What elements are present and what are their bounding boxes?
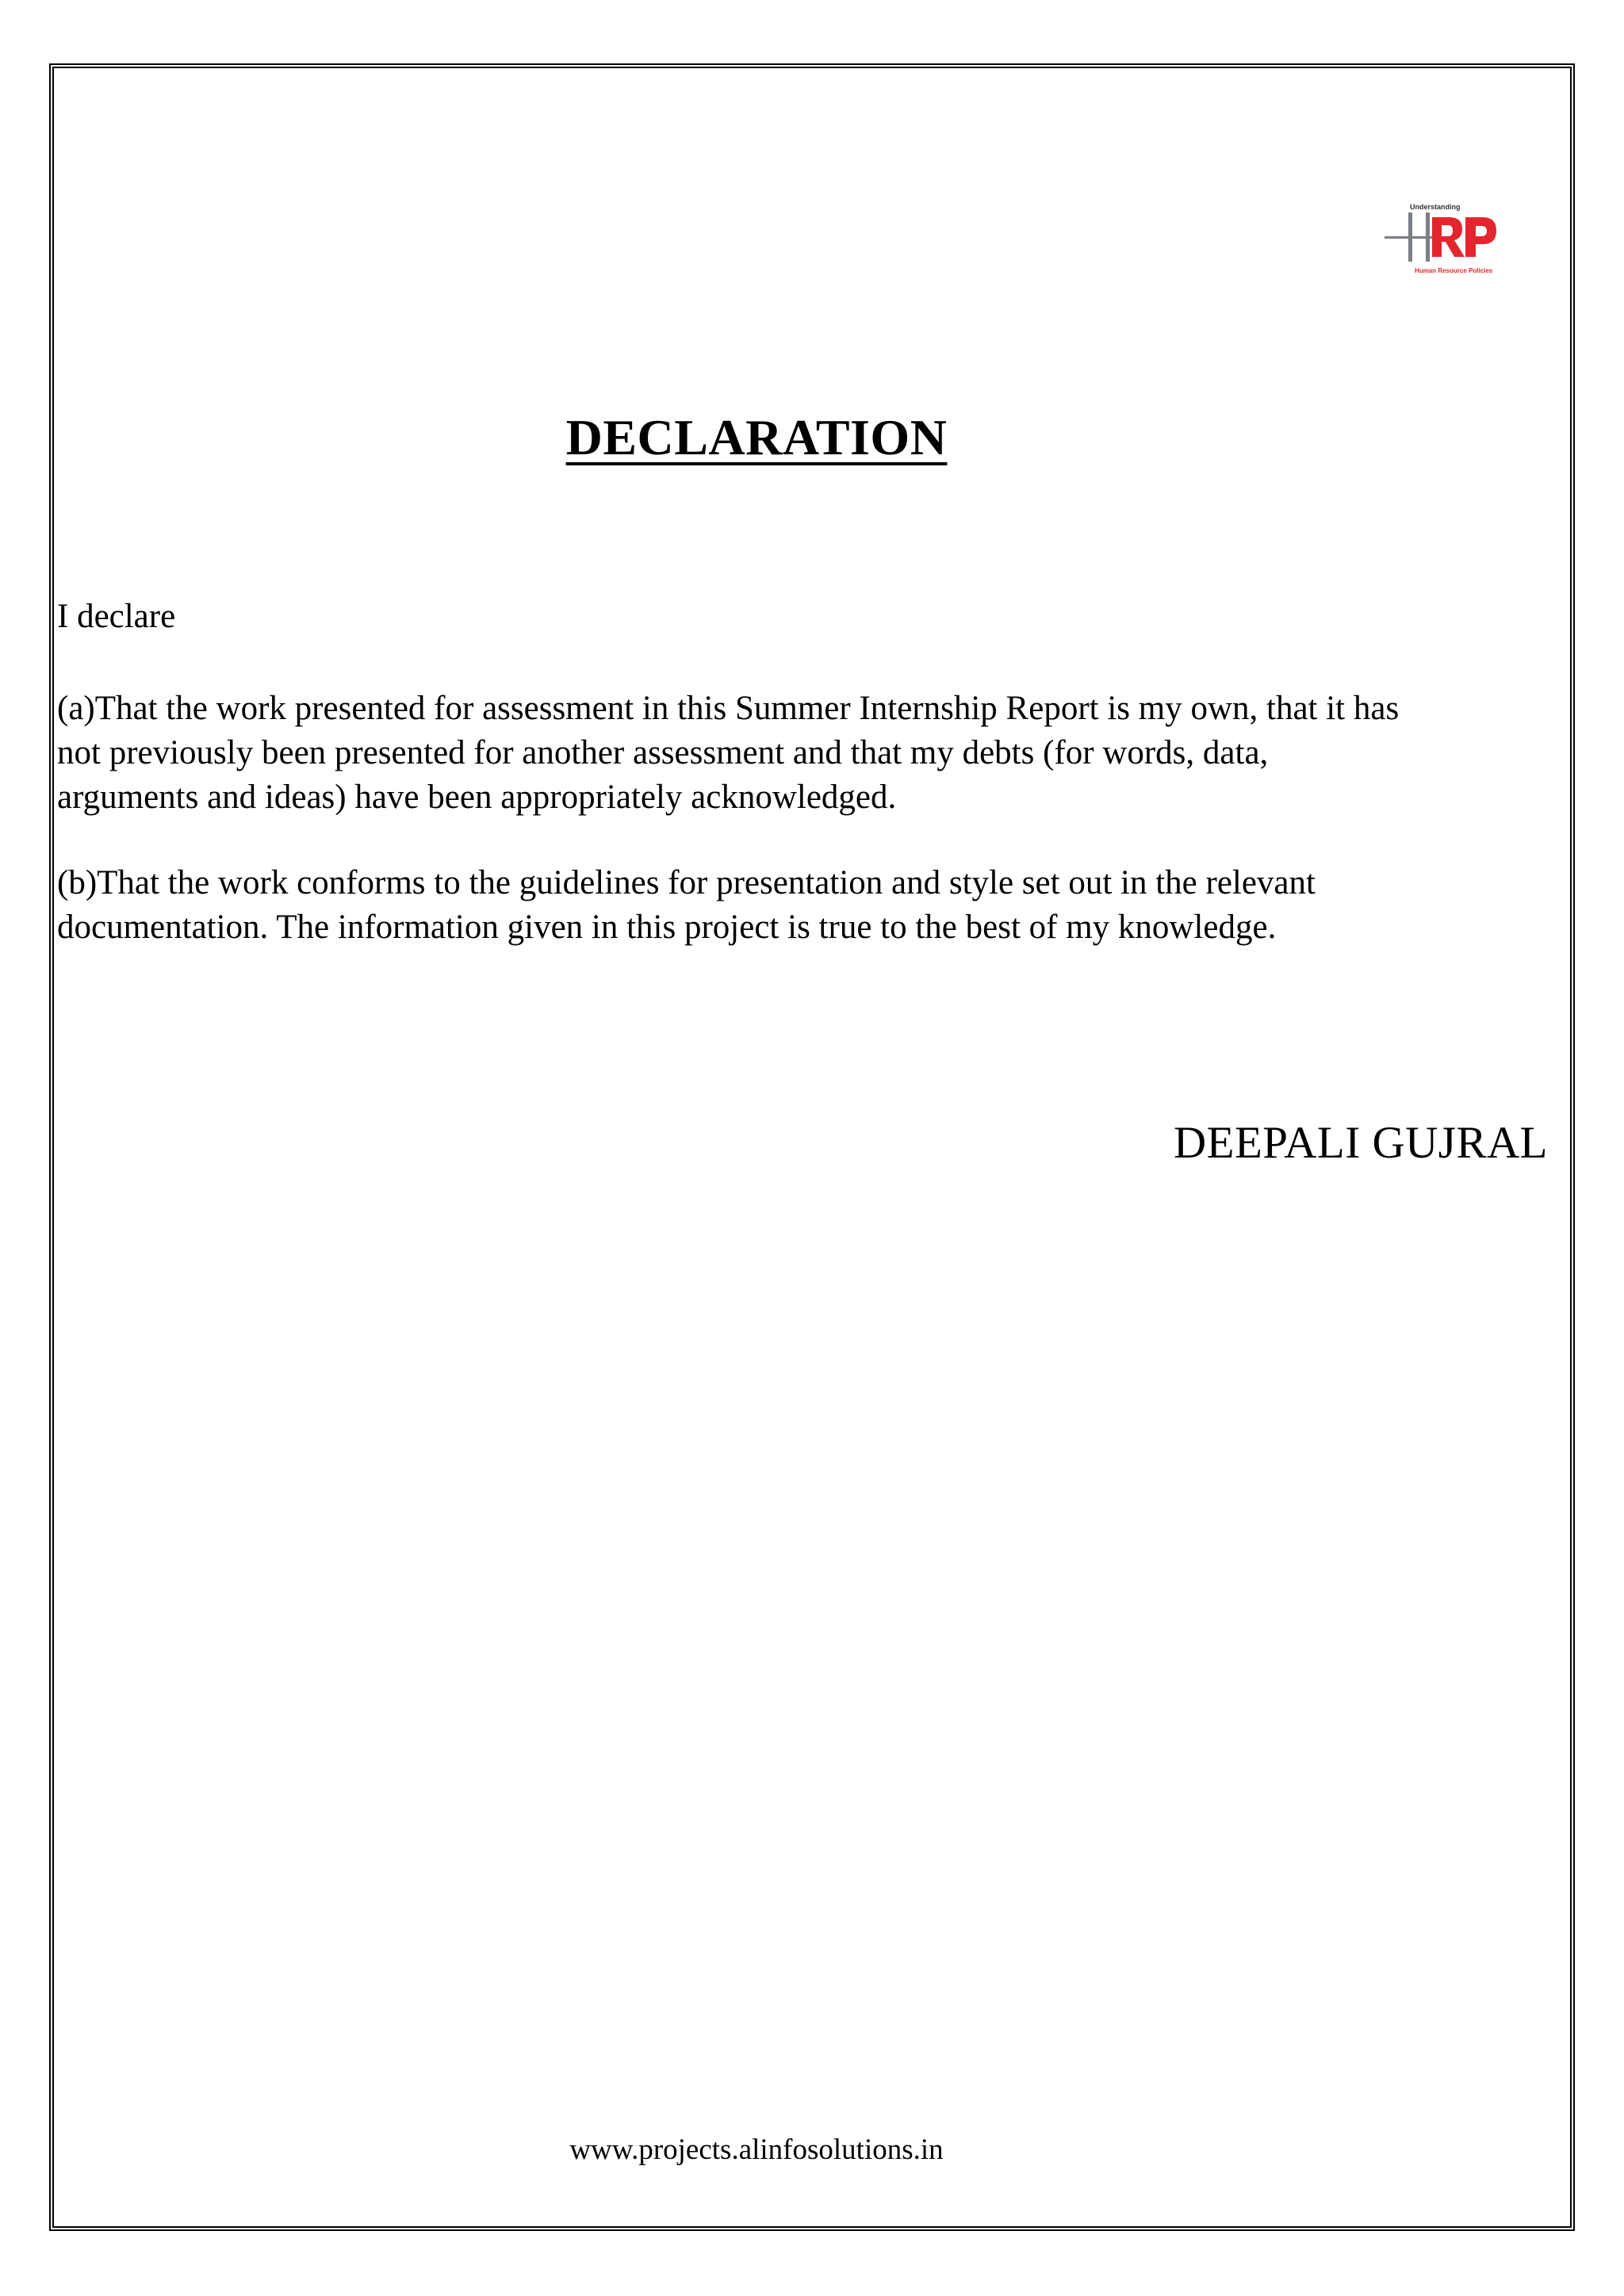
declaration-paragraph-b (57, 861, 1572, 950)
declaration-paragraph-a (57, 687, 1572, 820)
signature-name: DEEPALI GUJRAL (1174, 1118, 1548, 1168)
intro-text: I declare (57, 598, 176, 635)
paragraph-a-line: (a)That the work presented for assessment in this Summer Internship Report is my own, that it has (57, 690, 1400, 727)
hrp-logo-icon (1383, 200, 1510, 285)
paragraph-a-line: arguments and ideas) have been appropriately acknowledged. (57, 779, 897, 816)
paragraph-b-line: (b)That the work conforms to the guidelines for presentation and style set out in the relevant (57, 864, 1316, 901)
paragraph-a-line: not previously been presented for another assessment and that my debts (for words, data, (57, 734, 1269, 771)
logo-top-text: Understanding (1410, 203, 1461, 211)
logo-bottom-text: Human Resource Policies (1415, 267, 1493, 274)
footer-url: www.projects.alinfosolutions.in (569, 2133, 944, 2166)
page-title: DECLARATION (565, 409, 948, 465)
paragraph-b-line: documentation. The information given in this project is true to the best of my knowledge. (57, 909, 1277, 946)
hrp-logo-graphic (1383, 200, 1510, 285)
